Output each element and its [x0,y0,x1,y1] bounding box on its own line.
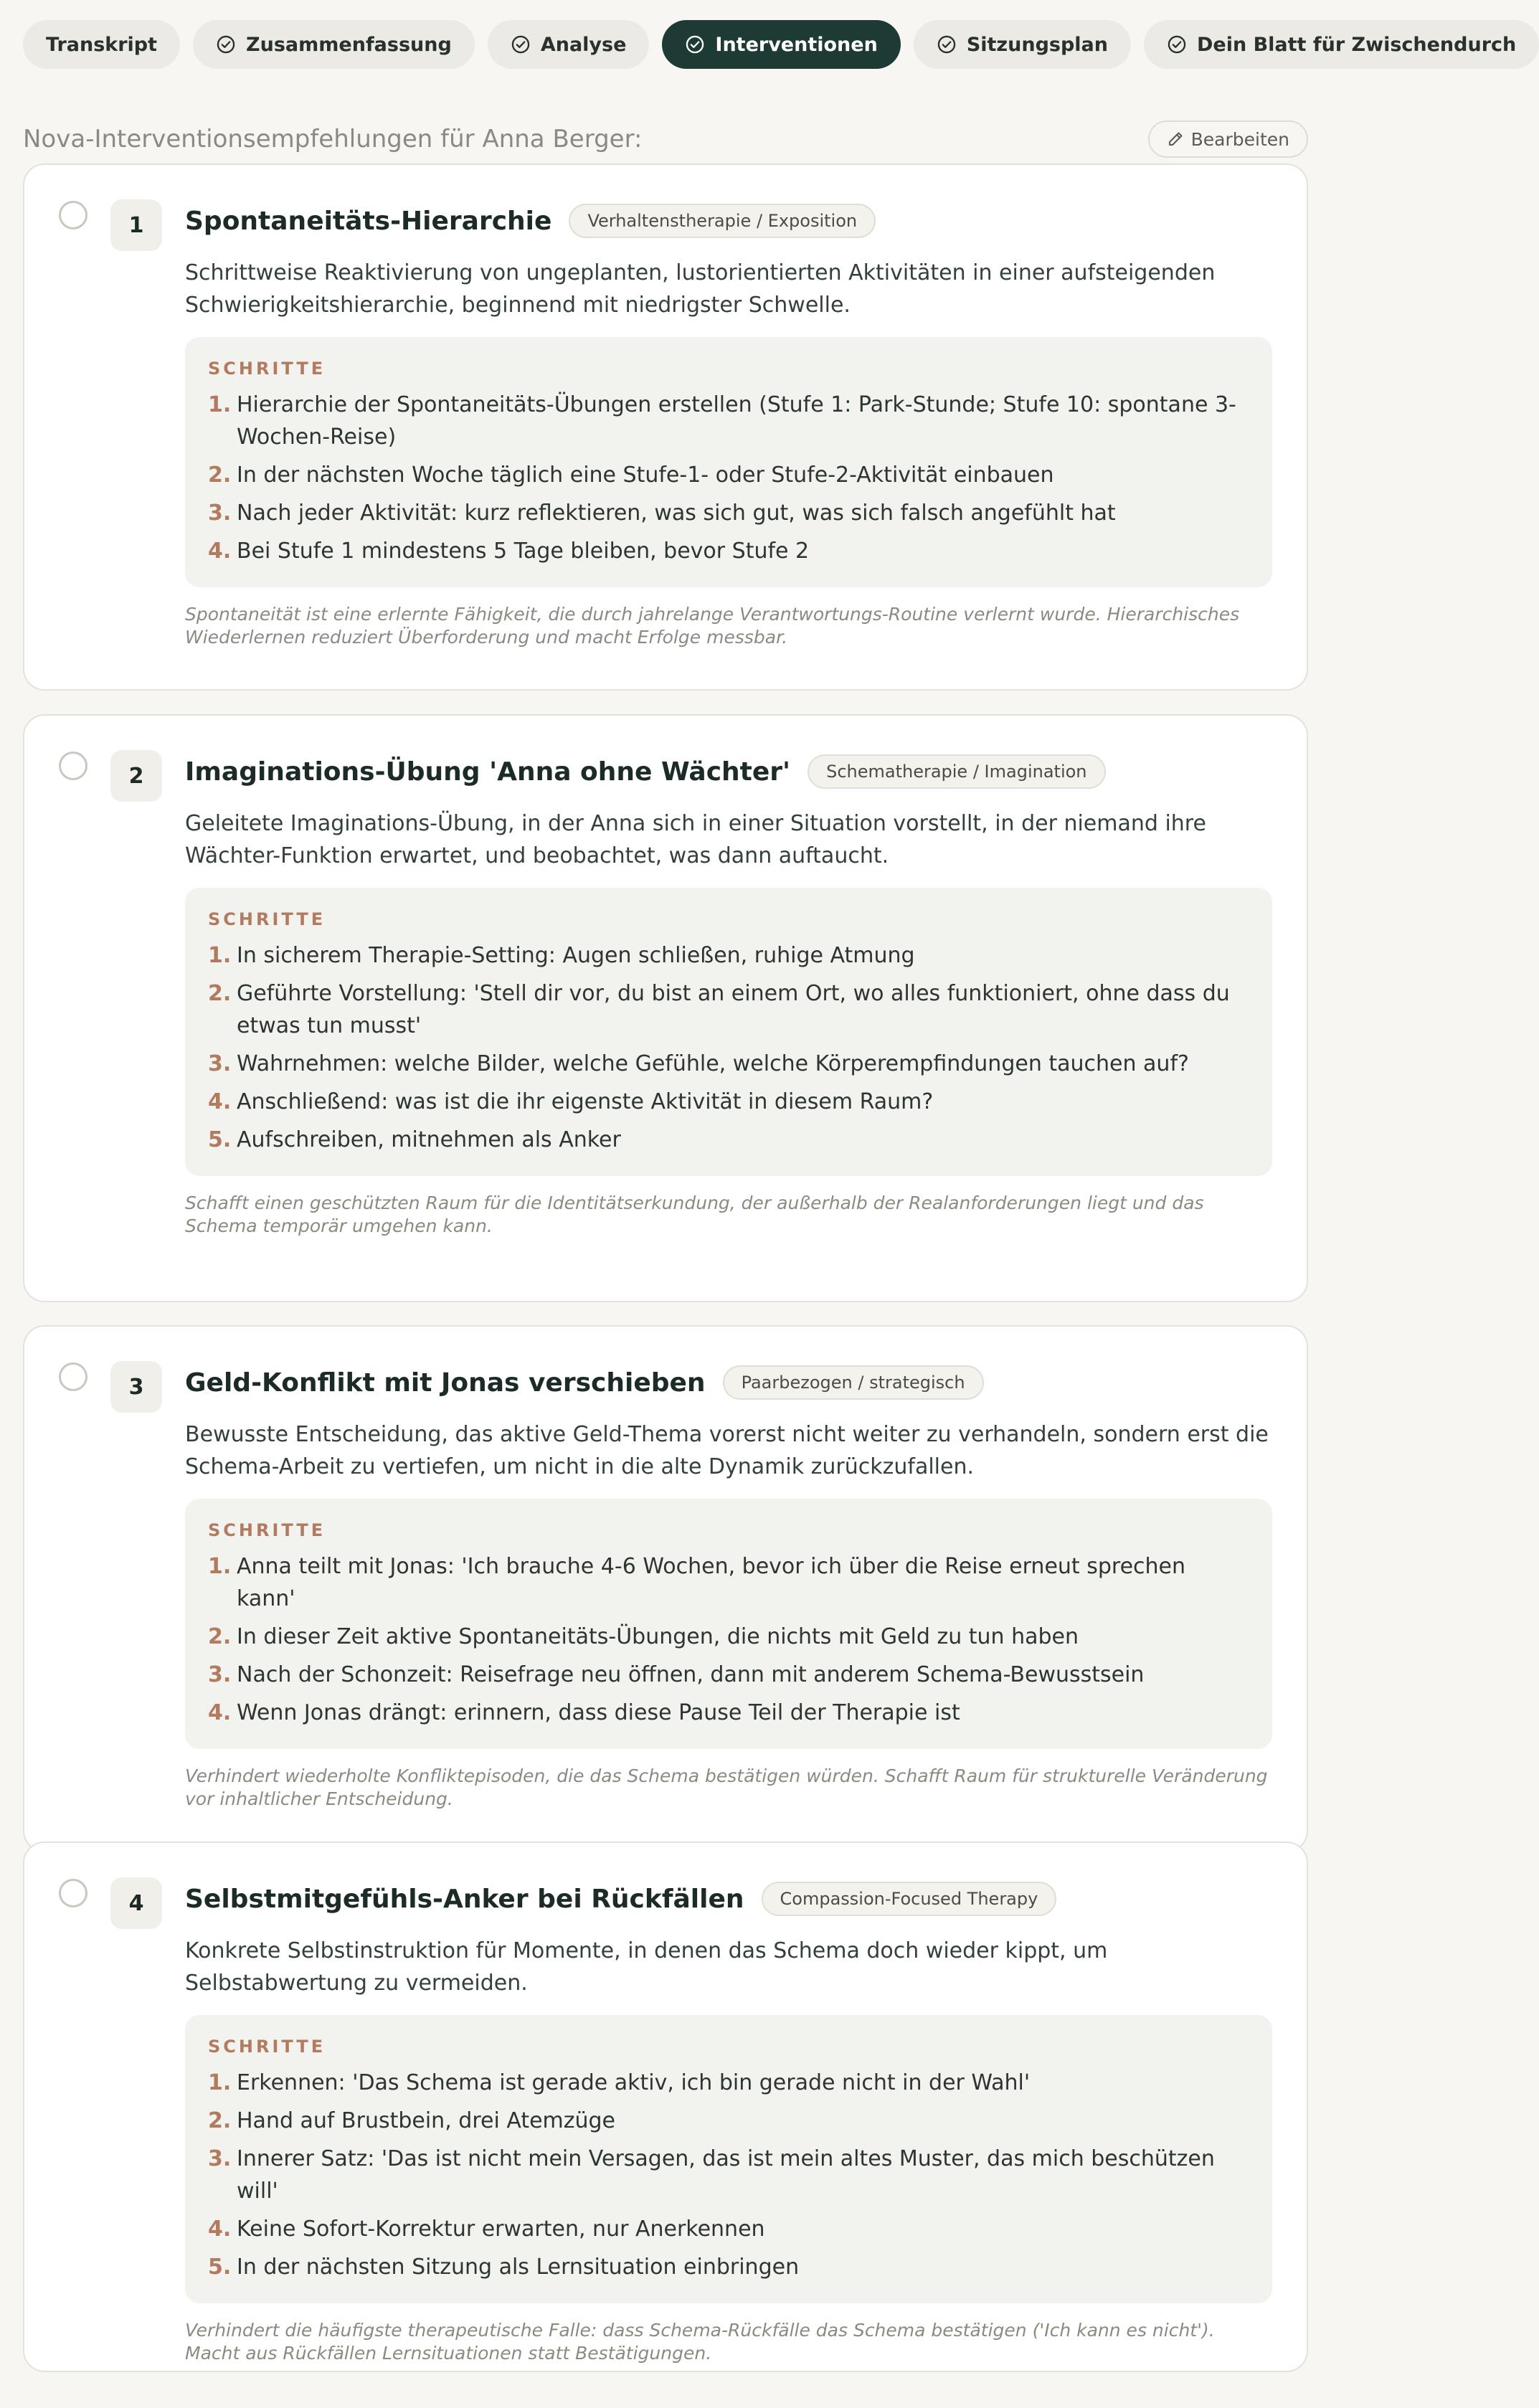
step-item: 4. Bei Stufe 1 mindestens 5 Tage bleiben, bevor Stufe 2 [208,539,810,564]
step-item: 2. Hand auf Brustbein, drei Atemzüge [208,2108,616,2133]
step-item: 3. Nach jeder Aktivität: kurz reflektieren, was sich gut, was sich falsch angefühlt hat [208,501,1116,526]
intervention-number: 3 [110,1361,162,1413]
tab-interventionen[interactable] [662,20,900,69]
intervention-title: Selbstmitgefühls-Anker bei Rückfällen [185,1884,744,1914]
intervention-description: Geleitete Imaginations-Übung, in der Anna sich in einer Situation vorstellt, in der niemand ihre Wächter-Funktion erwartet, und beobachtet, was dann auftaucht. [185,811,1206,868]
tab-transkript[interactable] [23,20,180,69]
intervention-description: Schrittweise Reaktivierung von ungeplanten, lustorientierten Aktivitäten in einer aufsteigenden Schwierigkeitshierarchie, beginnend mit niedrigster Schwelle. [185,260,1216,318]
step-item: 1. Anna teilt mit Jonas: 'Ich brauche 4-6 Wochen, bevor ich über die Reise erneut sprechen kann' [208,1554,1186,1611]
check-circle-icon [511,34,531,54]
select-radio[interactable] [59,1879,87,1907]
select-radio[interactable] [59,752,87,780]
step-item: 4. Anschließend: was ist die ihr eigenste Aktivität in diesem Raum? [208,1089,934,1114]
tab-label: Dein Blatt für Zwischendurch [1197,33,1517,56]
step-item: 1. Erkennen: 'Das Schema ist gerade aktiv, ich bin gerade nicht in der Wahl' [208,2070,1031,2095]
intervention-card-4 [23,1841,1308,2372]
steps-box [185,2015,1272,2303]
check-circle-icon [216,34,236,54]
tab-sitzungsplan[interactable] [914,20,1131,69]
steps-label: SCHRITTE [208,359,326,379]
step-item: 5. In der nächsten Sitzung als Lernsituation einbringen [208,2255,800,2280]
step-item: 3. Nach der Schonzeit: Reisefrage neu öffnen, dann mit anderem Schema-Bewusstsein [208,1662,1145,1687]
tab-bar [23,20,1517,69]
step-item: 3. Wahrnehmen: welche Bilder, welche Gefühle, welche Körperempfindungen tauchen auf? [208,1051,1189,1076]
select-radio[interactable] [59,201,87,229]
rationale-note: Spontaneität ist eine erlernte Fähigkeit, die durch jahrelange Verantwortungs-Routine verlernt wurde. Hierarchisches Wiederlernen reduziert Überforderung und macht Erfolge messbar. [185,604,1240,648]
method-tag: Schematherapie / Imagination [808,754,1105,789]
intervention-number: 4 [110,1877,162,1929]
select-radio[interactable] [59,1362,87,1391]
step-item: 3. Innerer Satz: 'Das ist nicht mein Versagen, das ist mein altes Muster, das mich beschützen will' [208,2146,1215,2204]
steps-label: SCHRITTE [208,1520,326,1540]
intervention-description: Bewusste Entscheidung, das aktive Geld-Thema vorerst nicht weiter zu verhandeln, sondern erst die Schema-Arbeit zu vertiefen, um nicht in die alte Dynamik zurückzufallen. [185,1422,1269,1479]
pencil-icon [1167,131,1184,148]
intervention-number: 2 [110,750,162,802]
steps-box [185,888,1272,1176]
intervention-number: 1 [110,199,162,251]
rationale-note: Schafft einen geschützten Raum für die Identitätserkundung, der außerhalb der Realanforderungen liegt und das Schema temporär umgehen kann. [185,1193,1204,1236]
intervention-description: Konkrete Selbstinstruktion für Momente, in denen das Schema doch wieder kippt, um Selbstabwertung zu vermeiden. [185,1938,1108,1996]
tab-label: Interventionen [715,33,878,56]
edit-button[interactable] [1148,120,1308,158]
tab-analyse[interactable] [488,20,650,69]
intervention-title: Geld-Konflikt mit Jonas verschieben [185,1367,706,1398]
intervention-title: Imaginations-Übung 'Anna ohne Wächter' [185,757,791,787]
step-item: 2. In der nächsten Woche täglich eine Stufe-1- oder Stufe-2-Aktivität einbauen [208,463,1054,488]
steps-label: SCHRITTE [208,909,326,929]
step-item: 4. Keine Sofort-Korrektur erwarten, nur Anerkennen [208,2217,765,2242]
step-item: 2. Geführte Vorstellung: 'Stell dir vor, du bist an einem Ort, wo alles funktioniert, ohne dass du etwas tun musst' [208,981,1230,1038]
steps-label: SCHRITTE [208,2037,326,2057]
tab-label: Analyse [540,33,627,56]
check-circle-icon [937,34,957,54]
step-item: 4. Wenn Jonas drängt: erinnern, dass diese Pause Teil der Therapie ist [208,1700,960,1725]
step-item: 2. In dieser Zeit aktive Spontaneitäts-Übungen, die nichts mit Geld zu tun haben [208,1624,1079,1649]
interventions-page [23,20,1517,2364]
edit-button-label: Bearbeiten [1190,128,1289,150]
tab-label: Sitzungsplan [966,33,1108,56]
method-tag: Compassion-Focused Therapy [762,1882,1057,1916]
steps-box [185,1499,1272,1749]
check-circle-icon [1167,34,1187,54]
tab-blatt-zwischendurch[interactable] [1144,20,1539,69]
check-circle-icon [685,34,705,54]
step-item: 1. In sicherem Therapie-Setting: Augen schließen, ruhige Atmung [208,943,915,968]
tab-label: Zusammenfassung [246,33,452,56]
page-header [23,120,1308,163]
steps-box [185,337,1272,587]
method-tag: Verhaltenstherapie / Exposition [569,204,876,238]
intervention-card-1 [23,163,1308,691]
tab-label: Transkript [46,33,158,56]
intervention-title: Spontaneitäts-Hierarchie [185,206,552,236]
method-tag: Paarbezogen / strategisch [723,1365,984,1400]
intervention-card-2 [23,714,1308,1302]
page-title: Nova-Interventionsempfehlungen für Anna Berger: [23,125,643,153]
step-item: 5. Aufschreiben, mitnehmen als Anker [208,1127,621,1152]
rationale-note: Verhindert wiederholte Konfliktepisoden, die das Schema bestätigen würden. Schafft Raum für strukturelle Veränderung vor inhaltlicher Entscheidung. [185,1765,1268,1809]
step-item: 1. Hierarchie der Spontaneitäts-Übungen erstellen (Stufe 1: Park-Stunde; Stufe 10: spontane 3-Wochen-Reise) [208,392,1236,450]
rationale-note: Verhindert die häufigste therapeutische Falle: dass Schema-Rückfälle das Schema bestätigen ('Ich kann es nicht'). Macht aus Rückfällen Lernsituationen statt Bestätigungen. [185,2320,1215,2364]
intervention-card-3 [23,1325,1308,1852]
tab-zusammenfassung[interactable] [193,20,475,69]
